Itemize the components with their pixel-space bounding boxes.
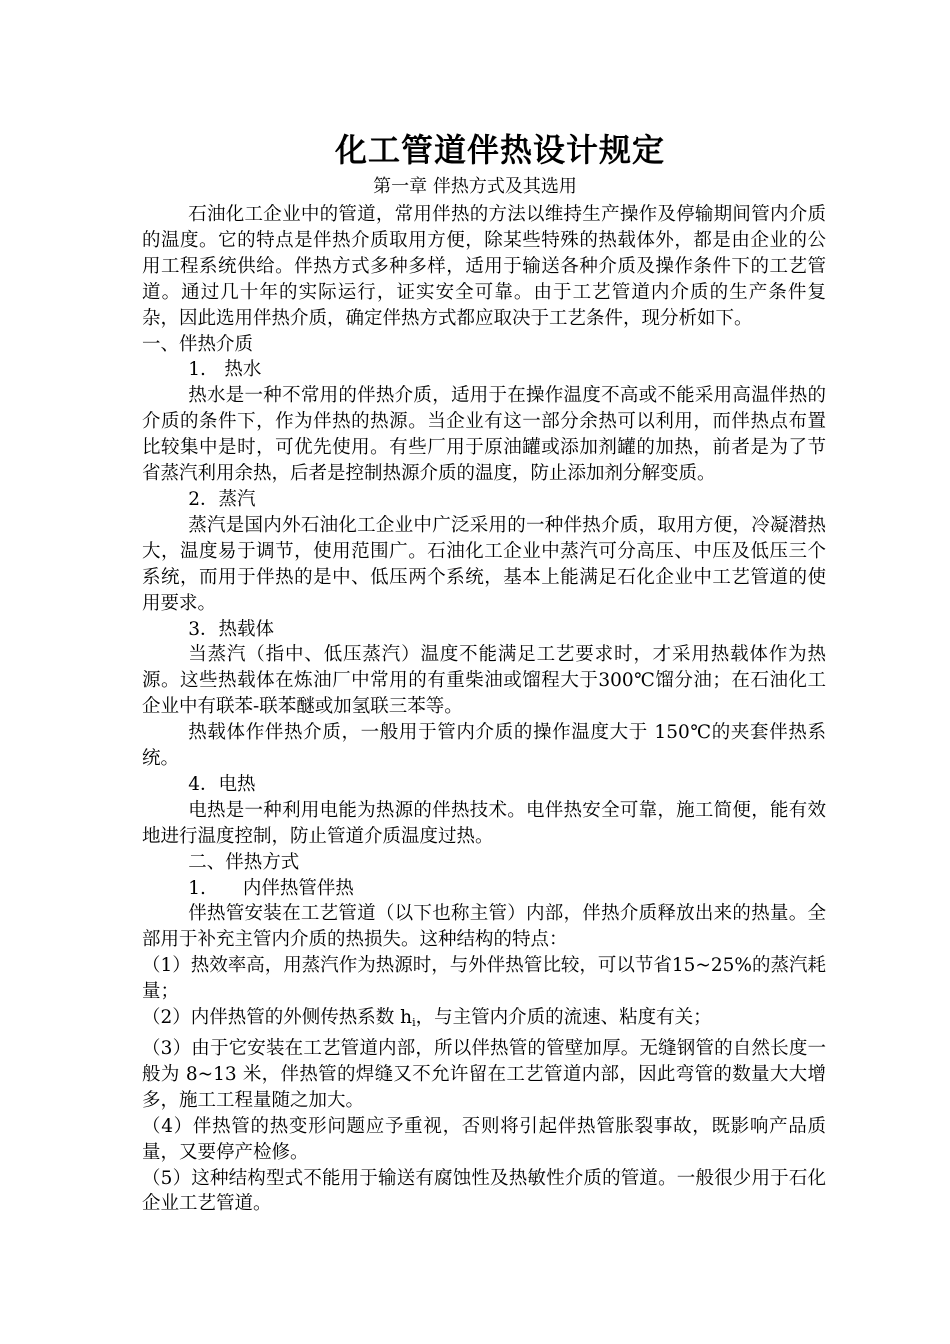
feature-item-2-subscript: i	[412, 1016, 416, 1030]
subsection-heading-heat-carrier: 3．热载体	[188, 618, 275, 640]
feature-item-5: （5）这种结构型式不能用于输送有腐蚀性及热敏性介质的管道。一般很少用于石化企业工艺管道。	[142, 1167, 826, 1215]
subsection-heading-internal-tracing: 1. 内伴热管伴热	[188, 877, 354, 899]
paragraph-internal-tracing: 伴热管安装在工艺管道（以下也称主管）内部，伴热介质释放出来的热量。全部用于补充主管内介质的热损失。这种结构的特点：	[142, 903, 826, 951]
feature-item-4: （4）伴热管的热变形问题应予重视，否则将引起伴热管胀裂事故，既影响产品质量，又要停产检修。	[142, 1115, 826, 1163]
section-heading-heating-medium: 一、伴热介质	[142, 333, 254, 355]
document-body	[142, 202, 826, 1217]
feature-item-3: （3）由于它安装在工艺管道内部，所以伴热管的管壁加厚。无缝钢管的自然长度一般为 8~13 米，伴热管的焊缝又不允许留在工艺管道内部，因此弯管的数量大大增多，施工工程量随之加大。	[142, 1038, 826, 1111]
feature-item-2-text: （2）内伴热管的外侧传热系数 h	[142, 1007, 413, 1029]
paragraph-electric: 电热是一种利用电能为热源的伴热技术。电伴热安全可靠，施工简便，能有效地进行温度控制，防止管道介质温度过热。	[142, 799, 826, 847]
feature-item-2	[142, 1005, 826, 1036]
subsection-heading-hot-water: 1. 热水	[188, 359, 262, 381]
feature-item-1: （1）热效率高，用蒸汽作为热源时，与外伴热管比较，可以节省15~25%的蒸汽耗量；	[142, 955, 826, 1003]
paragraph-heat-carrier-1: 当蒸汽（指中、低压蒸汽）温度不能满足工艺要求时，才采用热载体作为热源。这些热载体在炼油厂中常用的有重柴油或馏程大于300℃馏分油；在石油化工企业中有联苯-联苯醚或加氢联三苯等。	[142, 644, 826, 718]
document-title: 化工管道伴热设计规定	[334, 131, 665, 169]
paragraph-hot-water: 热水是一种不常用的伴热介质，适用于在操作温度不高或不能采用高温伴热的介质的条件下，作为伴热的热源。当企业有这一部分余热可以利用，而伴热点布置比较集中是时，可优先使用。有些厂用于原油罐或添加剂罐的加热，前者是为了节省蒸汽利用余热，后者是控制热源介质的温度，防止添加剂分解变质。	[142, 385, 826, 485]
paragraph-heat-carrier-2: 热载体作伴热介质，一般用于管内介质的操作温度大于 150℃的夹套伴热系统。	[142, 722, 826, 770]
feature-item-2-text-end: ，与主管内介质的流速、粘度有关；	[415, 1007, 712, 1029]
paragraph-steam: 蒸汽是国内外石油化工企业中广泛采用的一种伴热介质，取用方便，冷凝潜热大，温度易于调节，使用范围广。石油化工企业中蒸汽可分高压、中压及低压三个系统，而用于伴热的是中、低压两个系统，基本上能满足石化企业中工艺管道的使用要求。	[142, 514, 826, 614]
subsection-heading-electric: 4．电热	[188, 773, 256, 795]
chapter-heading: 第一章 伴热方式及其选用	[373, 176, 577, 197]
section-heading-heating-method: 二、伴热方式	[188, 851, 300, 873]
subsection-heading-steam: 2．蒸汽	[188, 488, 256, 510]
intro-paragraph: 石油化工企业中的管道，常用伴热的方法以维持生产操作及停输期间管内介质的温度。它的特点是伴热介质取用方便，除某些特殊的热载体外，都是由企业的公用工程系统供给。伴热方式多种多样，适用于输送各种介质及操作条件下的工艺管道。通过几十年的实际运行，证实安全可靠。由于工艺管道内介质的生产条件复杂，因此选用伴热介质，确定伴热方式都应取决于工艺条件，现分析如下。	[142, 204, 826, 329]
